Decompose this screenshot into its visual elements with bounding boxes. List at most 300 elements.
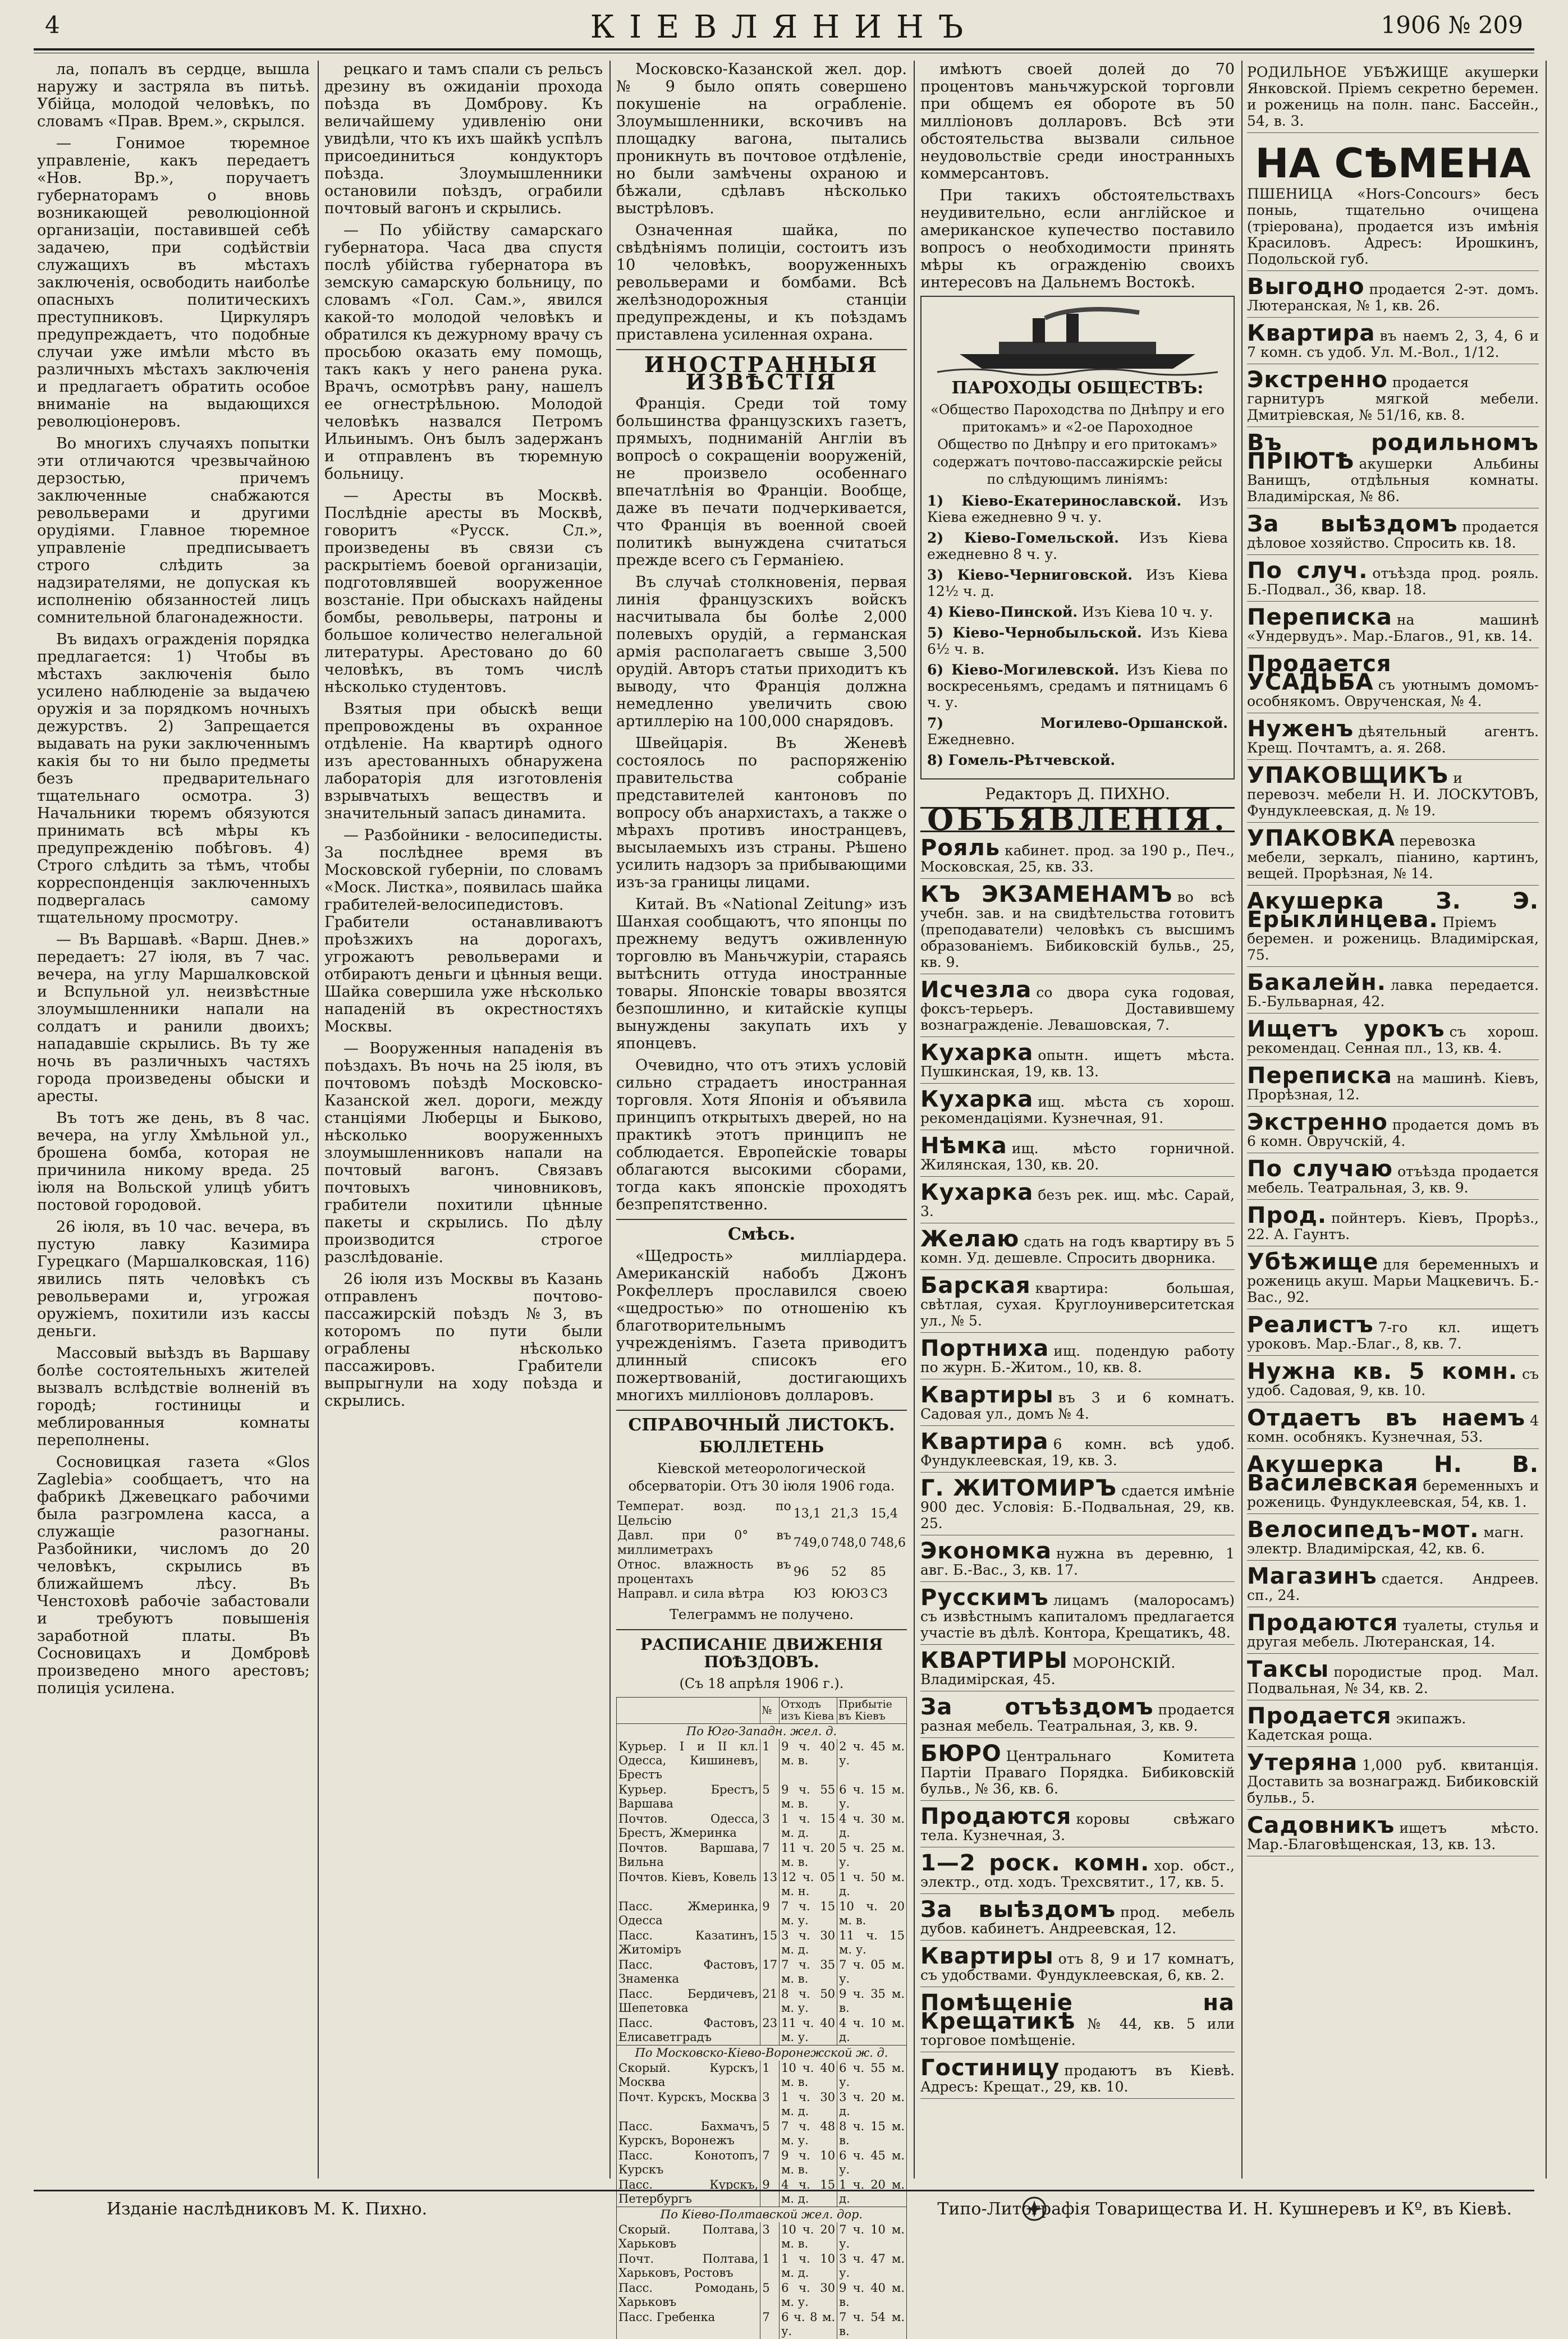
- schedule-cell: 9: [760, 2177, 780, 2207]
- classified-ad: [920, 1805, 1235, 1847]
- ad-keyword: Въ родильномъ ПРІЮТѢ: [1247, 430, 1539, 474]
- ad-keyword: Акушерка З. Э. Ерыклинцева.: [1247, 888, 1539, 933]
- article-paragraph: 26 іюля изъ Москвы въ Казань отправленъ почтово-пассажирскій поѣздъ №3, въ которомъ по пути были ограблены нѣсколько пассажировъ. Грабители выпрыгнули на ходу поѣзда и скрылись.: [324, 1271, 603, 1410]
- weather-row: [616, 1529, 907, 1558]
- schedule-cell: 15: [760, 1928, 780, 1957]
- shipping-route: [927, 530, 1228, 562]
- classified-ad: [1247, 276, 1539, 318]
- schedule-header-route: [617, 1698, 760, 1724]
- ad-text: 1,000 руб. квитанція. Доставить за вознагражд. Бибиковскій бульв., 5.: [1247, 1757, 1539, 1806]
- bulletin-subheading: Кіевской метеорологической обсерваторіи. Отъ 30 іюля 1906 года.: [628, 1461, 895, 1494]
- classified-ad: [920, 837, 1235, 879]
- article-paragraph: ла, попалъ въ сердце, вышла наружу и застряла въ питьѣ. Убійца, молодой человѣкъ, по словамъ «Прав. Врем.», скрылся.: [37, 61, 310, 130]
- ad-keyword: Ищетъ урокъ: [1247, 1016, 1445, 1042]
- ad-keyword: Экстренно: [1247, 1109, 1388, 1135]
- schedule-cell: 6 ч. 15 м. у.: [837, 1782, 907, 1811]
- ad-text: отъѣзда прод. рояль. Б.-Подвал., 36, квар. 18.: [1247, 565, 1539, 598]
- ad-keyword: БЮРО: [920, 1741, 1002, 1767]
- classified-ad: [1247, 369, 1539, 427]
- shipping-route: [927, 604, 1228, 620]
- classified-ad: [1247, 971, 1539, 1013]
- classified-ad: [1247, 1407, 1539, 1449]
- schedule-cell: 1 ч. 20 м. д.: [837, 2177, 907, 2207]
- classified-ad: [1247, 322, 1539, 364]
- classified-ad: [920, 979, 1235, 1037]
- article-paragraph: имѣютъ своей долей до 70 процентовъ маньчжурской торговли при общемъ ея обороте въ 50 милліоновъ долларовъ. Всѣ эти обстоятельства вызвали сильное неудовольствіе среди иностранныхъ коммерсантовъ.: [920, 61, 1235, 182]
- schedule-row: [617, 1928, 907, 1957]
- classified-ad: [1247, 432, 1539, 508]
- schedule-cell: 11 ч. 15 м. у.: [837, 1928, 907, 1957]
- schedule-row: [617, 1739, 907, 1782]
- weather-cell: 15,4: [870, 1507, 898, 1521]
- classified-ad: [920, 1696, 1235, 1738]
- ad-keyword: КЪ ЭКЗАМЕНАМЪ: [920, 882, 1173, 907]
- section-rule: [616, 1410, 907, 1411]
- ad-keyword: УПАКОВКА: [1247, 825, 1396, 851]
- column-1: [37, 61, 310, 2179]
- ad-keyword: Кухарка: [920, 1040, 1034, 1066]
- ad-keyword: Утеряна: [1247, 1750, 1358, 1776]
- ad-text: ПШЕНИЦА «Hors-Concours» бесъ поныь, тщательно очищена (тріерована), продается изъ имѣнія Красиловъ. Адресъ: Ирошкинъ, Подольской губ.: [1247, 186, 1539, 267]
- schedule-cell: 10 ч. 20 м. в.: [780, 2222, 837, 2251]
- schedule-cell: 9 ч. 40 м. в.: [837, 2281, 907, 2310]
- schedule-row: [617, 2016, 907, 2046]
- article-paragraph: Сосновицкая газета «Glos Zaglebia» сообщаетъ, что на фабрикѣ Джевецкаго рабочими была разгромлена касса, а служащіе разогнаны. Разбойники, числомъ до 20 человѣкъ, скрылись въ ближайшемъ лѣсу. Въ Ченстоховѣ рабочіе забастовали и требуютъ повышенія заработной платы. Въ Сосновицахъ и Домбровѣ произведено много арестовъ; полиція усилена.: [37, 1453, 310, 1697]
- ad-text: сдается имѣніе 900 дес. Условія: Б.-Подвальная, 29, кв. 25.: [920, 1483, 1235, 1531]
- classified-ad: [920, 1540, 1235, 1582]
- schedule-cell: Пасс. Бахмачъ, Курскъ, Воронежъ: [617, 2119, 760, 2148]
- bulletin-heading: БЮЛЛЕТЕНЬ: [699, 1438, 824, 1456]
- ad-text: съ удоб. Садовая, 9, кв. 10.: [1247, 1366, 1539, 1398]
- ad-keyword: Рояль: [920, 835, 1001, 861]
- classified-ad: [1247, 61, 1539, 133]
- ad-text: МОРОНСКІЙ. Владимірская, 45.: [920, 1655, 1176, 1687]
- schedule-cell: 3 ч. 30 м. д.: [780, 1928, 837, 1957]
- ad-keyword: 1—2 роск. комн.: [920, 1850, 1150, 1876]
- schedule-cell: Пасс. Гребенка: [617, 2310, 760, 2339]
- schedule-row: [617, 1782, 907, 1811]
- schedule-cell: 6 ч. 55 м. у.: [837, 2061, 907, 2090]
- schedule-cell: 3: [760, 2090, 780, 2119]
- foreign-news-heading: ИНОСТРАННЫЯ ИЗВѢСТІЯ: [644, 352, 879, 395]
- ad-keyword: Квартира: [920, 1429, 1049, 1455]
- schedule-cell: 7 ч. 48 м. у.: [780, 2119, 837, 2148]
- ad-keyword: КВАРТИРЫ: [920, 1648, 1068, 1673]
- ad-text: со двора сука годовая, фоксъ-терьеръ. Доставившему вознагражденіе. Левашовская, 7.: [920, 984, 1235, 1033]
- classified-ad: [920, 1181, 1235, 1223]
- column-divider: [914, 61, 915, 2179]
- ad-keyword: Квартиры: [920, 1382, 1054, 1408]
- ad-text: ищ. мѣсто горничной. Жилянская, 130, кв. 20.: [920, 1140, 1235, 1173]
- classified-ad: [920, 1742, 1235, 1801]
- schedule-cell: Пасс. Бердичевъ, Шепетовка: [617, 1987, 760, 2016]
- schedule-cell: 9 ч. 55 м. в.: [780, 1782, 837, 1811]
- column-divider: [318, 61, 319, 2179]
- article-paragraph: 26 іюля, въ 10 час. вечера, въ пустую лавку Казимира Гурецкаго (Маршалковская, 116) явились пять человѣкъ съ револьверами и, угрожая оружіемъ, похитили изъ кассы деньги.: [37, 1218, 310, 1340]
- schedule-cell: 1: [760, 2061, 780, 2090]
- schedule-row: [617, 1841, 907, 1870]
- classified-ad: [920, 1992, 1235, 2052]
- schedule-cell: Скорый. Полтава, Харьковъ: [617, 2222, 760, 2251]
- ad-text: пойнтеръ. Кіевъ, Прорѣз., 22. А. Гаунтъ.: [1247, 1210, 1539, 1242]
- ad-text: кабинет. прод. за 190 р., Печ., Московская, 25, кв. 33.: [920, 842, 1235, 875]
- classified-ad: [920, 1135, 1235, 1177]
- ad-keyword: Велосипедъ-мот.: [1247, 1517, 1479, 1543]
- ad-text: туалеты, стулья и другая мебель. Лютеранская, 14.: [1247, 1617, 1539, 1650]
- article-paragraph: Франція. Среди той тому большинства французскихъ газетъ, прямыхъ, подниманій Англіи въ вопросѣ о сокращеніи вооруженій, не произвело особеннаго впечатлѣнія во Франціи. Вообще, даже въ печати подчеркивается, что Франція въ военной своей политикѣ вынуждена считаться прежде всего съ Германіею.: [616, 395, 907, 569]
- weather-cell: Относ. влажность въ процентахъ: [617, 1558, 791, 1586]
- issue-number: 1906 № 209: [1381, 11, 1523, 39]
- masthead: [34, 4, 1534, 44]
- ad-keyword: Нужна кв. 5 комн.: [1247, 1359, 1518, 1384]
- schedule-cell: 10 ч. 20 м. в.: [837, 1899, 907, 1928]
- ad-text: хор. обст., электр., отд. ходъ. Трехсвятит., 17, кв. 5.: [920, 1858, 1235, 1890]
- schedule-cell: 7 ч. 35 м. в.: [780, 1957, 837, 1987]
- classified-ad: [920, 1274, 1235, 1333]
- weather-cell: ЮЗ: [793, 1587, 816, 1601]
- shipping-route: [927, 715, 1228, 747]
- column-4: [920, 61, 1235, 2179]
- ad-keyword: Таксы: [1247, 1657, 1329, 1682]
- column-3: [616, 61, 907, 2338]
- schedule-cell: 9 ч. 35 м. в.: [837, 1987, 907, 2016]
- ad-text: продается 2-эт. домъ. Лютеранская, № 1, кв. 26.: [1247, 281, 1539, 314]
- ad-text: съ уютнымъ домомъ-особнякомъ. Оврученская, № 4.: [1247, 677, 1539, 709]
- ad-text: ищ. подендую работу по журн. Б.-Житом., 10, кв. 8.: [920, 1343, 1235, 1375]
- shipping-route-name: 8) Гомель-Рѣтчевской.: [927, 752, 1116, 768]
- ad-keyword: Русскимъ: [920, 1585, 1049, 1611]
- classified-ad: [920, 1898, 1235, 1941]
- shipping-route: [927, 625, 1228, 657]
- schedule-section: [617, 1724, 907, 1740]
- shipping-route-name: 6) Кіево-Могилевской.: [927, 662, 1120, 678]
- schedule-cell: Почт. Полтава, Харьковъ, Ростовъ: [617, 2251, 760, 2281]
- ad-keyword: Отдаетъ въ наемъ: [1247, 1405, 1526, 1431]
- ad-text: беременныхъ и рожениць. Фундуклеевская, 54, кв. 1.: [1247, 1478, 1539, 1510]
- schedule-cell: 7 ч. 10 м. у.: [837, 2222, 907, 2251]
- schedule-cell: 3: [760, 2222, 780, 2251]
- schedule-cell: 7: [760, 2148, 780, 2177]
- classified-ad: [920, 1649, 1235, 1691]
- weather-cell: 85: [870, 1565, 887, 1579]
- ad-text: продается разная мебель. Театральная, 3, кв. 9.: [920, 1701, 1235, 1734]
- schedule-row: [617, 2310, 907, 2339]
- reference-sheet-heading: СПРАВОЧНЫЙ ЛИСТОКЪ.: [628, 1415, 895, 1435]
- train-schedule-table: [616, 1697, 907, 2339]
- classified-ad: [920, 1477, 1235, 1535]
- classified-ad: [1247, 1018, 1539, 1060]
- publisher-line: Изданіе наслѣдниковъ М. К. Пихно.: [107, 2199, 428, 2219]
- column-divider: [1546, 61, 1547, 2179]
- ad-keyword: Нѣмка: [920, 1133, 1007, 1159]
- classified-ad: [920, 1852, 1235, 1894]
- shipping-route: [927, 493, 1228, 525]
- shipping-route-name: 1) Кіево-Екатеринославской.: [927, 493, 1182, 509]
- shipping-route-detail: Изъ Кіева ежедневно 8 ч. у.: [927, 530, 1228, 562]
- ad-keyword: Квартира: [1247, 320, 1376, 346]
- schedule-header-departure: Отходъ изъ Кіева: [780, 1698, 837, 1724]
- article-paragraph: Швейцарія. Въ Женевѣ состоялось по распоряженію правительства собраніе представителей кантоновъ по вопросу объ анархистахъ, а также о мѣрахъ противъ иностранцевъ, высылаемыхъ изъ страны. Рѣшено усилить надзоръ за прибывающими изъ-за границы лицами.: [616, 735, 907, 891]
- schedule-cell: Пасс. Казатинъ, Житоміръ: [617, 1928, 760, 1957]
- schedule-row: [617, 2090, 907, 2119]
- ad-keyword: Переписка: [1247, 604, 1392, 630]
- schedule-cell: 8 ч. 15 м. в.: [837, 2119, 907, 2148]
- shipping-title: ПАРОХОДЫ ОБЩЕСТВЪ:: [951, 378, 1204, 398]
- article-paragraph: — Разбойники - велосипедисты. За послѣднее время въ Московской губерніи, по словамъ «Моск. Листка», появилась шайка грабителей-велосипедистовъ. Грабители останавливаютъ проѣзжихъ на дорогахъ, угрожаютъ револьверами и отбираютъ деньги и цѣнныя вещи. Шайка совершила уже нѣсколько нападеній въ окрестностяхъ Москвы.: [324, 827, 603, 1035]
- classified-ad: [1247, 1751, 1539, 1810]
- miscellany-text: «Щедрость» милліардера. Американскій набобъ Джонъ Рокфеллеръ прославился своею «щедростью» по отношенію къ благотворительнымъ учрежденіямъ. Газета приводитъ длинный списокъ его пожертвованій, достигающихъ многихъ милліоновъ долларовъ.: [616, 1248, 907, 1404]
- ad-text: 7-го кл. ищетъ уроковъ. Мар.-Благ., 8, кв. 7.: [1247, 1319, 1539, 1352]
- schedule-cell: 9 ч. 40 м. в.: [780, 1739, 837, 1782]
- shipping-route-detail: Изъ Кіева 6½ ч. в.: [927, 625, 1228, 657]
- shipping-route-detail: Изъ Кіева по воскресеньямъ, средамъ и пятницамъ 6 ч. у.: [927, 662, 1228, 710]
- schedule-cell: 2 ч. 45 м. у.: [837, 1739, 907, 1782]
- schedule-header-arrival: Прибытіе въ Кіевъ: [837, 1698, 907, 1724]
- shipping-route-name: 2) Кіево-Гомельской.: [927, 530, 1119, 546]
- article-paragraph: Московско-Казанской жел. дор. № 9 было опять совершено покушеніе на ограбленіе. Злоумышленники, вскочивъ на площадку вагона, пытались проникнуть въ почтовое отдѣленіе, но были замѣчены охраною и бѣжали, сдѣлавъ нѣсколько выстрѣловъ.: [616, 61, 907, 217]
- section-rule: [616, 1219, 907, 1220]
- schedule-section-name: По Юго-Западн. жел. д.: [617, 1724, 907, 1740]
- classified-ad: [1247, 827, 1539, 886]
- schedule-cell: 3 ч. 47 м. у.: [837, 2251, 907, 2281]
- article-paragraph: Очевидно, что отъ этихъ условій сильно страдаетъ иностранная торговля. Хотя Японія и объявила принципъ открытыхъ дверей, но на практикѣ этотъ принципъ не соблюдается. Европейскіе товары облагаются высокими сборами, тогда какъ японскіе проходятъ безпрепятственно.: [616, 1057, 907, 1213]
- ad-text: во всѣ учебн. зав. и на свидѣтельства готовитъ (преподаватели) человѣкъ съ высшимъ образованіемъ. Бибиковскій бульв., 25, кв. 9.: [920, 889, 1235, 970]
- ad-keyword: За выѣздомъ: [920, 1897, 1116, 1923]
- ad-keyword: По случаю: [1247, 1156, 1393, 1182]
- shipping-route-name: 4) Кіево-Пинской.: [927, 604, 1078, 620]
- classified-ad: [1247, 718, 1539, 760]
- schedule-cell: 9 ч. 10 м. в.: [780, 2148, 837, 2177]
- article-paragraph: — Аресты въ Москвѣ. Послѣдніе аресты въ Москвѣ, говоритъ «Русск. Сл.», произведены въ связи съ раскрытіемъ боевой организаціи, подготовлявшей вооруженное возстаніе. При обыскахъ найдены бомбы, револьверы, патроны и большое количество нелегальной литературы. Арестовано до 60 человѣкъ, въ томъ числѣ нѣсколько студентовъ.: [324, 487, 603, 696]
- ad-text: Центральнаго Комитета Партіи Праваго Порядка. Бибиковскій бульв., № 36, кв. 6.: [920, 1748, 1235, 1797]
- ad-text: безъ рек. ищ. мѣс. Сарай, 3.: [920, 1187, 1235, 1219]
- ad-text: Пріемъ беремен. и рожениць. Владимірская, 75.: [1247, 914, 1539, 963]
- telegram-note: Телеграммъ не получено.: [670, 1607, 854, 1622]
- article-paragraph: Въ тотъ же день, въ 8 час. вечера, на углу Хмѣльной ул., брошена бомба, которая не причинила никому вреда. 25 іюля на Вольской улицѣ убитъ постовой городовой.: [37, 1109, 310, 1214]
- schedule-cell: 4 ч. 30 м. д.: [837, 1811, 907, 1841]
- schedule-cell: 13: [760, 1870, 780, 1899]
- ad-keyword: Продаются: [1247, 1610, 1399, 1636]
- ad-text: акушерки Альбины Ванищъ, отдѣльныя комнаты. Владимірская, № 86.: [1247, 456, 1539, 505]
- schedule-cell: Курьер. Брестъ, Варшава: [617, 1782, 760, 1811]
- column-divider: [1241, 61, 1243, 2179]
- schedule-cell: 5: [760, 2119, 780, 2148]
- article-paragraph: Во многихъ случаяхъ попытки эти отличаются чрезвычайною дерзостью, причемъ заключенные снабжаются револьверами и другими орудіями. Главное тюремное управленіе предписываетъ строго слѣдить за надзирателями, не допуская къ исполненію обязанностей лицъ сомнительной благонадежности.: [37, 435, 310, 626]
- schedule-cell: Курьер. I и II кл. Одесса, Кишиневъ, Брестъ: [617, 1739, 760, 1782]
- steamship-icon: [927, 302, 1228, 375]
- weather-cell: СЗ: [870, 1587, 888, 1601]
- schedule-cell: 11 ч. 20 м. в.: [780, 1841, 837, 1870]
- schedule-cell: 3 ч. 20 м. д.: [837, 2090, 907, 2119]
- classified-ad: [1247, 137, 1539, 271]
- train-schedule-heading: РАСПИСАНІЕ ДВИЖЕНІЯ ПОѢЗДОВЪ.: [640, 1635, 883, 1671]
- article-paragraph: При такихъ обстоятельствахъ неудивительно, если англійское и американское купечество поставило вопросъ о необходимости принять мѣры къ огражденію своихъ интересовъ на Дальнемъ Востокѣ.: [920, 187, 1235, 291]
- ad-keyword: Нуженъ: [1247, 716, 1354, 742]
- ad-text: опытн. ищетъ мѣста. Пушкинская, 19, кв. 13.: [920, 1047, 1235, 1080]
- weather-cell: 748,6: [870, 1536, 906, 1550]
- weather-cell: 749,0: [793, 1536, 829, 1550]
- train-schedule-subheading: (Съ 18 апрѣля 1906 г.).: [679, 1676, 844, 1691]
- weather-cell: Направл. и сила вѣтра: [617, 1587, 765, 1601]
- ad-text: прод. мебель дубов. кабинетъ. Андреевская, 12.: [920, 1904, 1235, 1937]
- ad-text: перевозка мебели, зеркалъ, піанино, картинъ, вещей. Прорѣзная, № 14.: [1247, 833, 1539, 882]
- shipping-route: [927, 752, 1228, 768]
- weather-row: [616, 1499, 907, 1529]
- classified-ad: [1247, 764, 1539, 823]
- weather-row: [616, 1587, 907, 1602]
- schedule-cell: 1 ч. 10 м. д.: [780, 2251, 837, 2281]
- schedule-row: [617, 1957, 907, 1987]
- shipping-route-detail: Изъ Кіева 10 ч. у.: [1082, 604, 1213, 620]
- ad-text: на машинѣ. Кіевъ, Прорѣзная, 12.: [1247, 1070, 1539, 1103]
- ad-keyword: Помѣщеніе на Крещатикѣ: [920, 1990, 1235, 2034]
- ad-keyword: Г. ЖИТОМИРЪ: [920, 1475, 1117, 1501]
- article-paragraph: Въ случаѣ столкновенія, первая линія французскихъ войскъ насчитывала бы болѣе 2,000 полевыхъ орудій, а германская армія располагаетъ свыше 3,500 орудій. Авторъ статьи приходитъ къ выводу, что Франція должна немедленно увеличить свою артиллерію на 100,000 снарядовъ.: [616, 574, 907, 730]
- footer: [34, 2190, 1534, 2225]
- classified-ad: [920, 1384, 1235, 1426]
- shipping-route-detail: Изъ Кіева ежедневно 9 ч. у.: [927, 493, 1228, 525]
- classified-ad: [1247, 890, 1539, 967]
- ad-text: коровы свѣжаго тела. Кузнечная, 3.: [920, 1811, 1235, 1843]
- ad-keyword: По случ.: [1247, 558, 1368, 584]
- schedule-cell: Почтов. Кіевъ, Ковель: [617, 1870, 760, 1899]
- schedule-cell: 1 ч. 50 м. д.: [837, 1870, 907, 1899]
- schedule-row: [617, 1870, 907, 1899]
- schedule-section-name: По Московско-Кіево-Воронежской ж. д.: [617, 2046, 907, 2061]
- classified-ad: [1247, 1705, 1539, 1747]
- ad-keyword: Кухарка: [920, 1180, 1034, 1205]
- classified-ad: [1247, 1251, 1539, 1309]
- shipping-route-name: 5) Кіево-Чернобыльской.: [927, 625, 1142, 641]
- schedule-cell: 5: [760, 1782, 780, 1811]
- classified-ad: [1247, 606, 1539, 648]
- schedule-cell: 5: [760, 2281, 780, 2310]
- schedule-cell: 6 ч. 30 м. у.: [780, 2281, 837, 2310]
- classified-ad: [1247, 1612, 1539, 1654]
- classified-ad: [1247, 1158, 1539, 1200]
- article-paragraph: Китай. Въ «National Zeitung» изъ Шанхая сообщаютъ, что японцы по прежнему ведутъ оживленную торговлю въ Маньчжуріи, стараясь вытѣснить оттуда иностранные товары. Японскіе товары ввозятся безпошлинно, и китайскіе купцы вынуждены закупать ихъ у японцевъ.: [616, 896, 907, 1052]
- ad-text: породистые прод. Мал. Подвальная, № 34, кв. 2.: [1247, 1664, 1539, 1696]
- classified-ad: [1247, 1314, 1539, 1356]
- column-far-right-ads: [1247, 61, 1539, 2179]
- ad-keyword: Реалистъ: [1247, 1312, 1374, 1338]
- shipping-subtitle: «Общество Пароходства по Днѣпру и его притокамъ» и «2-ое Пароходное Общество по Днѣпру и его притокамъ» содержатъ почтово-пассажирскіе рейсы по слѣдующимъ линіямъ:: [930, 402, 1225, 487]
- ad-text: продается гарнитуръ мягкой мебели. Дмитріевская, № 51/16, кв. 8.: [1247, 374, 1539, 423]
- schedule-cell: Почтов. Варшава, Вильна: [617, 1841, 760, 1870]
- weather-cell: 96: [793, 1565, 809, 1579]
- article-paragraph: рецкаго и тамъ спали съ рельсъ дрезину въ ожиданіи прохода поѣзда въ Домброву. Къ величайшему удивленію они увидѣли, что къ ихъ шайкѣ успѣлъ присоединиться кондукторъ поѣзда. Злоумышленники остановили поѣздъ, ограбили почтовый вагонъ и скрылись.: [324, 61, 603, 217]
- ad-text: отъ 8, 9 и 17 комнатъ, съ удобствами. Фундуклеевская, 6, кв. 2.: [920, 1951, 1235, 1983]
- ad-keyword: Бакалейн.: [1247, 970, 1386, 996]
- classified-ad: [920, 2057, 1235, 2099]
- ad-text: продаютъ въ Кіевѣ. Адресъ: Крещат., 29, кв. 10.: [920, 2062, 1235, 2095]
- schedule-cell: 7: [760, 1841, 780, 1870]
- shipping-route-name: 3) Кіево-Черниговской.: [927, 567, 1133, 583]
- ad-keyword: За выѣздомъ: [1247, 511, 1458, 537]
- ad-text: въ наемъ 2, 3, 4, 6 и 7 комн. съ удоб. Ул. М.-Вол., 1/12.: [1247, 328, 1539, 360]
- ad-keyword: За отъѣздомъ: [920, 1694, 1154, 1720]
- schedule-cell: 23: [760, 2016, 780, 2046]
- ad-keyword: Убѣжище: [1247, 1249, 1379, 1275]
- ad-keyword: Продается УСАДЬБА: [1247, 651, 1392, 695]
- schedule-cell: Почтов. Одесса, Брестъ, Жмеринка: [617, 1811, 760, 1841]
- schedule-cell: Пасс. Жмеринка, Одесса: [617, 1899, 760, 1928]
- ad-keyword: Барская: [920, 1273, 1031, 1299]
- ad-text: № 44, кв. 5 или торговое помѣщеніе.: [920, 2016, 1235, 2048]
- schedule-cell: 8 ч. 50 м. у.: [780, 1987, 837, 2016]
- ad-text: экипажъ. Кадетская роща.: [1247, 1710, 1466, 1743]
- article-paragraph: — По убійству самарскаго губернатора. Часа два спустя послѣ убійства губернатора въ земскую самарскую больницу, по словамъ «Гол. Сам.», явился какой-то молодой человѣкъ и обратился къ дежурному врачу съ просьбою оказать ему помощь, такъ какъ у него ранена рука. Врачъ, осмотрѣвъ рану, нашелъ ее огнестрѣльною. Молодой человѣкъ назвался Петромъ Ильинымъ. Онъ былъ задержанъ и отправленъ въ тюремную больницу.: [324, 222, 603, 483]
- schedule-cell: 1 ч. 15 м. д.: [780, 1811, 837, 1841]
- ad-text: магн. электр. Владимірская, 42, кв. 6.: [1247, 1524, 1524, 1557]
- ad-keyword: Квартиры: [920, 1943, 1054, 1969]
- schedule-row: [617, 2281, 907, 2310]
- article-paragraph: — Гонимое тюремное управленіе, какъ передаетъ «Нов. Вр.», поручаетъ губернаторамъ о вновь возникающей революціонной организаціи, поставившей себѣ задачею, при содѣйствіи служащихъ въ мѣстахъ заключенія, освободить наиболѣе опасныхъ политическихъ преступниковъ. Циркуляръ предупреждаетъ, что подобные случаи уже имѣли мѣсто въ различныхъ мѣстахъ заключенія и предлагаетъ обратить особое вниманіе на выдающихся революціонеровъ.: [37, 135, 310, 430]
- weather-cell: ЮЮЗ: [831, 1587, 869, 1601]
- ad-text: продается домъ въ 6 комн. Овручскій, 4.: [1247, 1117, 1539, 1149]
- schedule-section: [617, 2046, 907, 2061]
- classified-ad: [1247, 1814, 1539, 1856]
- schedule-cell: 7 ч. 15 м. у.: [780, 1899, 837, 1928]
- schedule-cell: 1: [760, 1739, 780, 1782]
- classified-ad: [1247, 1519, 1539, 1561]
- schedule-cell: Почт. Курскъ, Москва: [617, 2090, 760, 2119]
- schedule-cell: 7 ч. 54 м. в.: [837, 2310, 907, 2339]
- ad-text: отъѣзда продается мебель. Театральная, 3, кв. 9.: [1247, 1163, 1539, 1196]
- classified-ad: [920, 1088, 1235, 1130]
- ad-keyword: Прод.: [1247, 1203, 1327, 1228]
- schedule-cell: 1 ч. 30 м. д.: [780, 2090, 837, 2119]
- classified-ad: [920, 1586, 1235, 1645]
- ad-text: съ хорош. рекомендац. Сенная пл., 13, кв. 4.: [1247, 1024, 1539, 1056]
- ad-text: РОДИЛЬНОЕ УБѢЖИЩЕ акушерки Янковской. Пріемъ секретно беремен. и рожениць на полн. панс. Бассейн., 54, в. 3.: [1247, 64, 1539, 129]
- schedule-cell: Пасс. Ромодань, Харьковъ: [617, 2281, 760, 2310]
- classified-ad: [920, 883, 1235, 974]
- ad-keyword: Экстренно: [1247, 367, 1388, 393]
- schedule-cell: 6 ч. 8 м. у.: [780, 2310, 837, 2339]
- weather-cell: Давл. при 0° въ миллиметрахъ: [617, 1529, 791, 1557]
- classified-ad: [1247, 1204, 1539, 1246]
- ad-keyword: Исчезла: [920, 977, 1032, 1003]
- schedule-cell: Пасс. Курскъ, Петербургъ: [617, 2177, 760, 2207]
- ad-text: въ 3 и 6 комнатъ. Садовая ул., домъ № 4.: [920, 1389, 1235, 1422]
- masthead-rule: [34, 48, 1534, 51]
- ad-keyword: Магазинъ: [1247, 1563, 1377, 1589]
- schedule-cell: 7 ч. 05 м. у.: [837, 1957, 907, 1987]
- ad-keyword: Портниха: [920, 1336, 1049, 1361]
- article-paragraph: Означенная шайка, по свѣдѣніямъ полиціи, состоитъ изъ 10 человѣкъ, вооруженныхъ револьверами и бомбами. Всѣ желѣзнодорожныя станціи предупреждены, и къ поѣздамъ приставлена усиленная охрана.: [616, 222, 907, 343]
- weather-cell: Температ. возд. по Цельсію: [617, 1499, 791, 1528]
- classified-ad: [1247, 1565, 1539, 1607]
- weather-table: [616, 1499, 907, 1602]
- schedule-cell: 6 ч. 45 м. у.: [837, 2148, 907, 2177]
- ad-keyword: Желаю: [920, 1226, 1020, 1252]
- classified-ad: [1247, 1658, 1539, 1700]
- ad-text: продается дѣловое хозяйство. Спросить кв. 18.: [1247, 519, 1539, 551]
- ad-keyword: Садовникъ: [1247, 1813, 1395, 1838]
- weather-cell: 21,3: [831, 1507, 859, 1521]
- classified-ad: [1247, 1453, 1539, 1514]
- ad-text: дѣятельный агентъ. Крещ. Почтамтъ, а. я. 268.: [1247, 723, 1539, 756]
- classified-ad: [920, 1228, 1235, 1270]
- column-divider: [609, 61, 611, 2179]
- article-paragraph: Въ видахъ огражденія порядка предлагается: 1) Чтобы въ мѣстахъ заключенія было усилено наблюденіе за выдачею оружія и за порядкомъ ночныхъ дежурствъ. 2) Запрещается выдавать на руки заключеннымъ какія бы то ни было предметы безъ предварительнаго тщательнаго осмотра. 3) Начальники тюремъ обязуются принимать всѣ мѣры къ предупрежденію побѣговъ. 4) Строго слѣдить за тѣмъ, чтобы корреспонденція заключенныхъ подвергалась самому тщательному просмотру.: [37, 631, 310, 927]
- schedule-row: [617, 2119, 907, 2148]
- schedule-row: [617, 2222, 907, 2251]
- ads-heading: ОБЪЯВЛЕНІЯ.: [920, 807, 1235, 832]
- schedule-header-number: №: [760, 1698, 780, 1724]
- weather-row: [616, 1558, 907, 1587]
